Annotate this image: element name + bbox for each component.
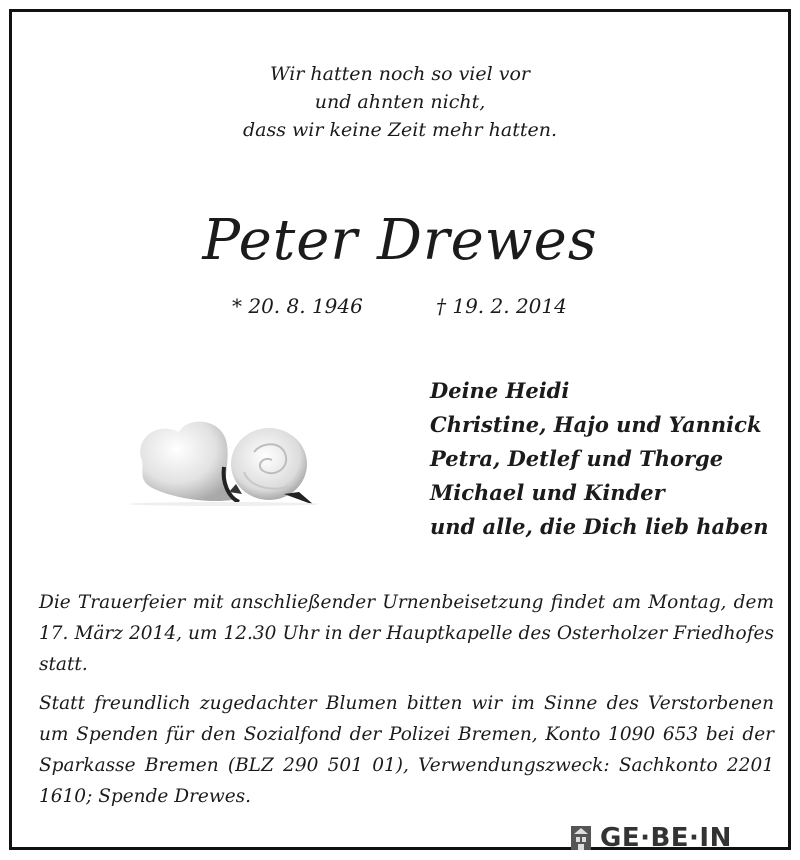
gebein-house-icon	[568, 824, 594, 852]
death-date: † 19. 2. 2014	[436, 294, 567, 318]
publisher-logo	[568, 820, 778, 856]
family-line: und alle, die Dich lieb haben	[430, 514, 769, 539]
quote-line: dass wir keine Zeit mehr hatten.	[242, 119, 558, 141]
family-line: Petra, Detlef und Thorge	[430, 446, 724, 471]
family-signatures	[430, 374, 768, 544]
birth-date: * 20. 8. 1946	[232, 294, 363, 318]
logo-text: GE·BE·IN	[600, 823, 732, 853]
family-line: Deine Heidi	[430, 378, 570, 403]
quote-line: und ahnten nicht,	[314, 91, 486, 113]
ceremony-paragraph: Die Trauerfeier mit anschließender Urnenbeisetzung findet am Montag, dem 17. März 2014, um 12.30 Uhr in der Hauptkapelle des Osterholzer Friedhofes statt.	[39, 592, 774, 675]
memorial-quote	[12, 60, 788, 144]
donation-paragraph: Statt freundlich zugedachter Blumen bitten wir im Sinne des Verstorbenen um Spenden für den Sozialfond der Polizei Bremen, Konto 1090 653 bei der Sparkasse Bremen (BLZ 290 501 01), Verwendungszweck: Sachkonto 2201 1610; Spende Drewes.	[39, 693, 774, 807]
heart-and-rose-image	[124, 412, 324, 507]
quote-line: Wir hatten noch so viel vor	[270, 63, 530, 85]
family-line: Christine, Hajo und Yannick	[430, 412, 762, 437]
deceased-name: Peter Drewes	[202, 208, 598, 273]
obituary-card	[9, 9, 791, 850]
family-line: Michael und Kinder	[430, 480, 665, 505]
